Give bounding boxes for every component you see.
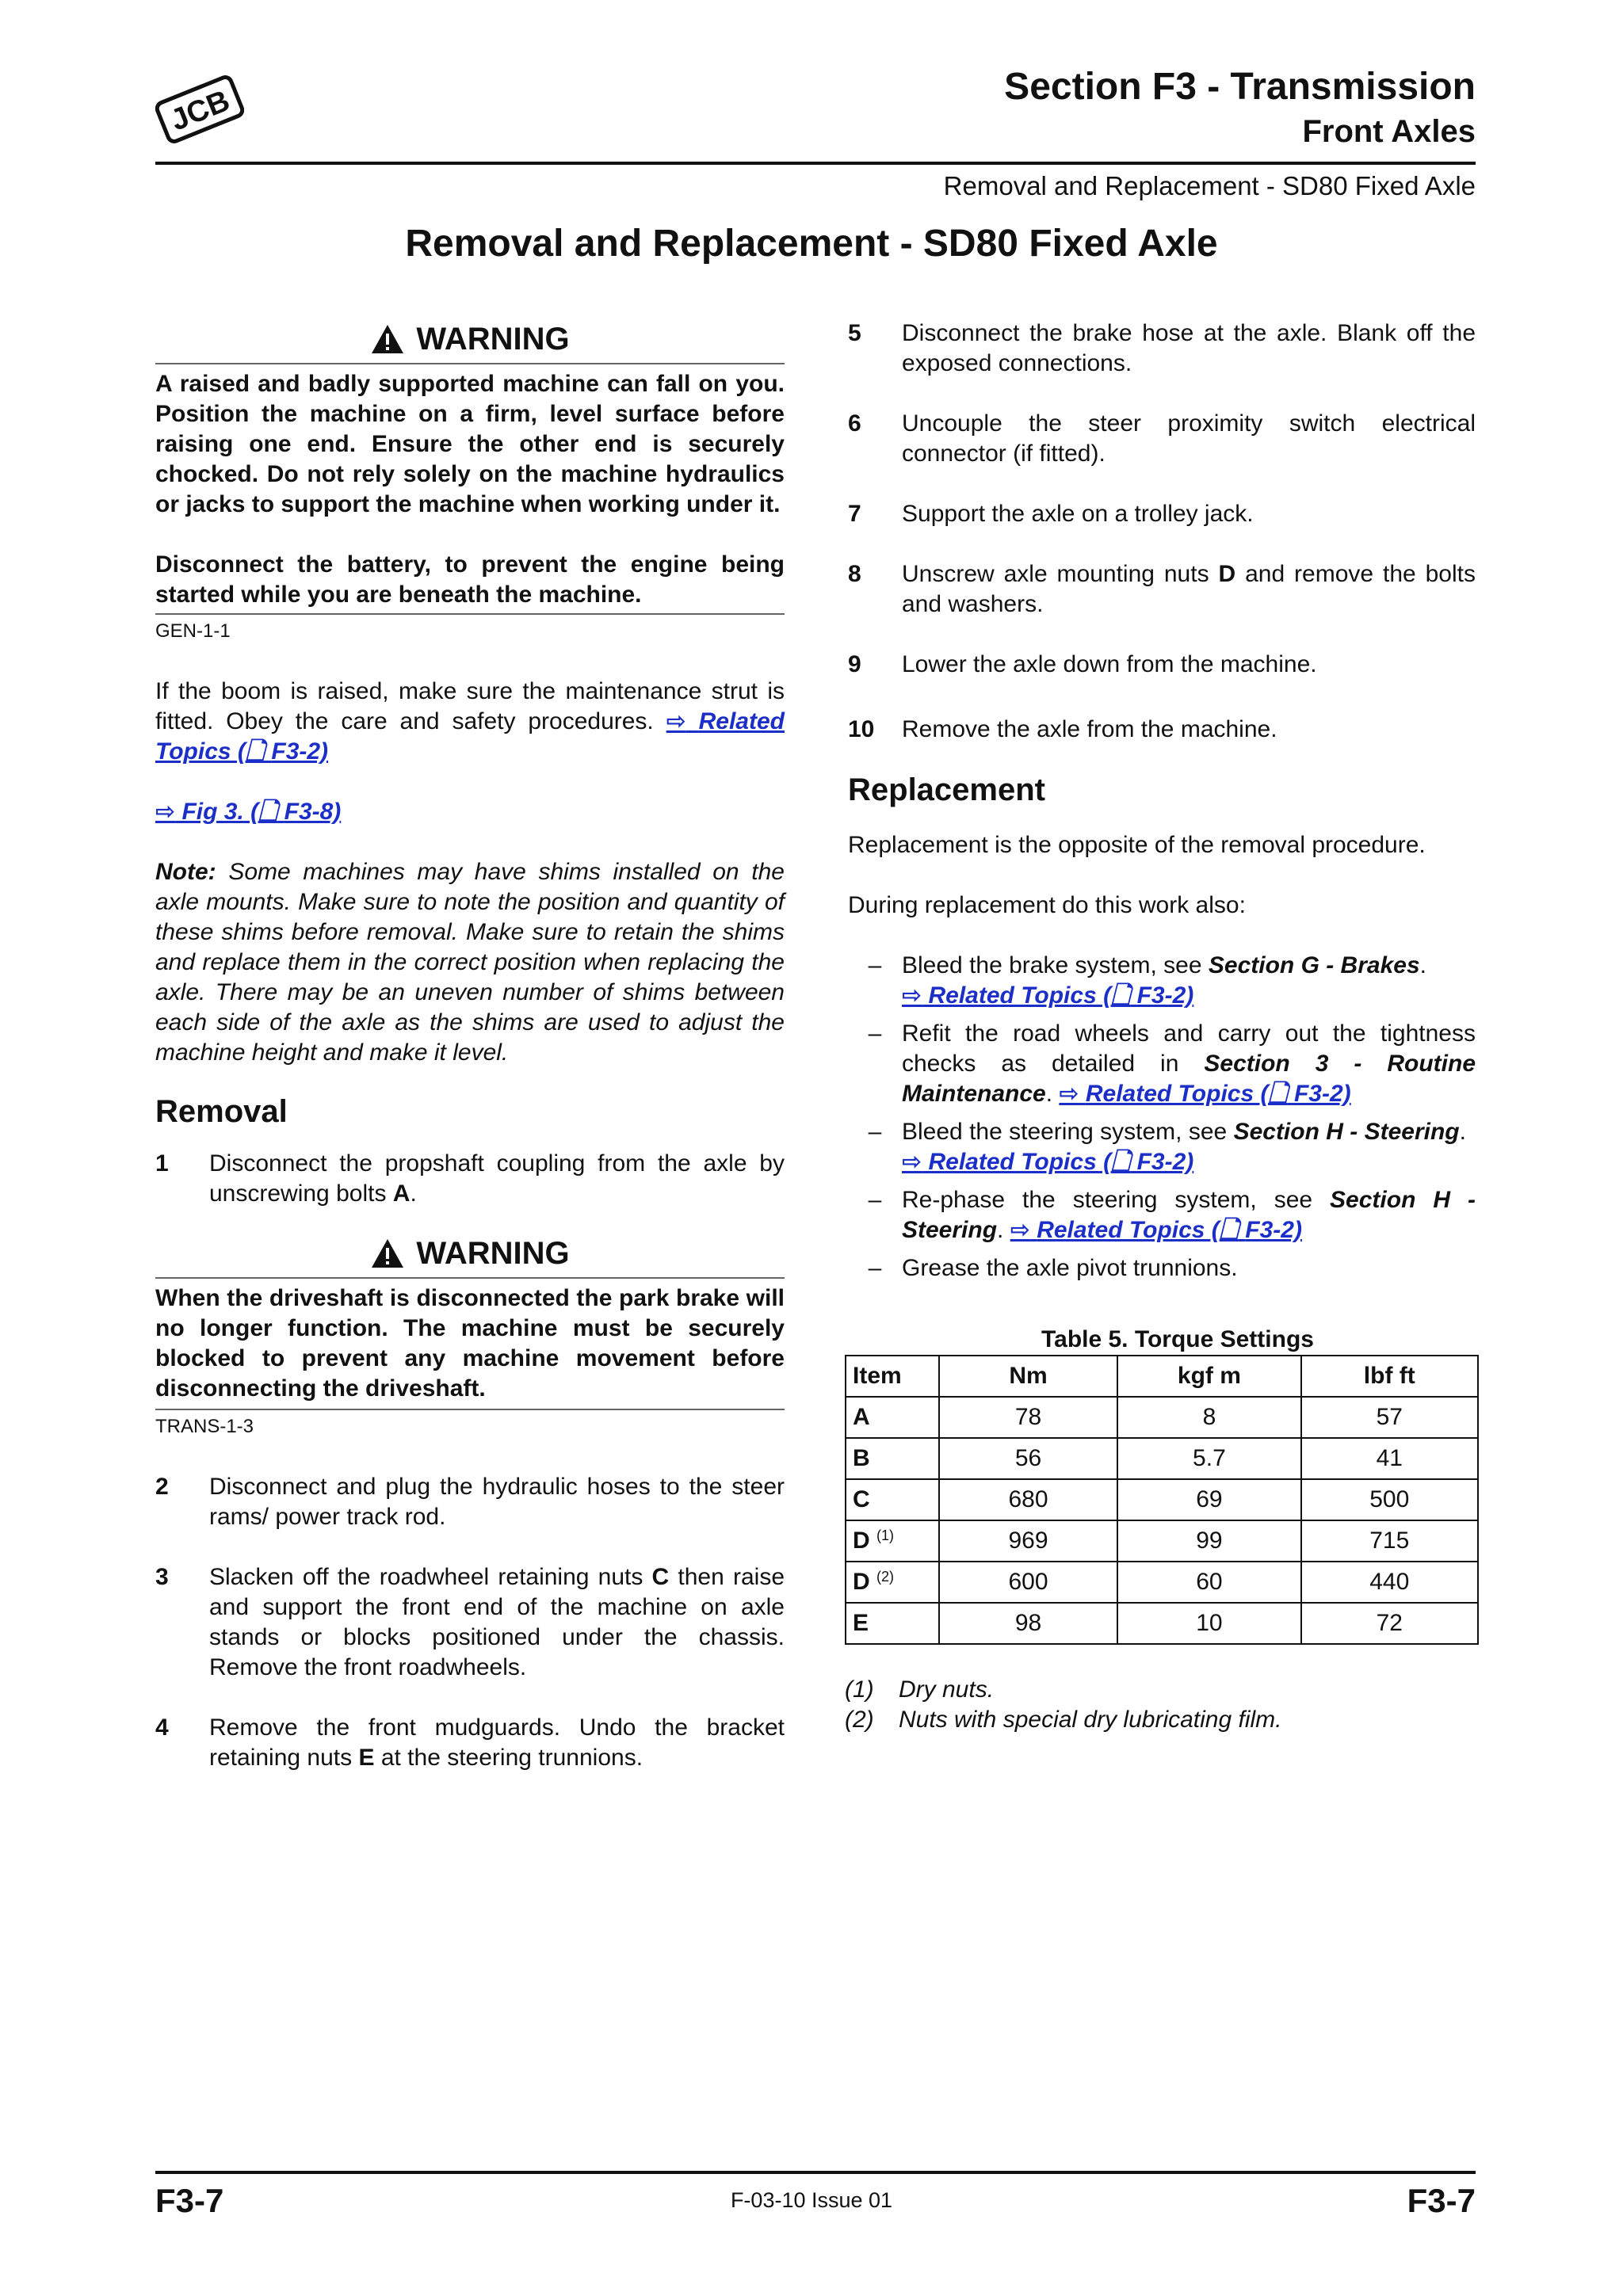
warning-bottom-rule <box>155 1409 785 1410</box>
removal-step-1 <box>155 1149 785 1209</box>
note-paragraph <box>155 857 785 1068</box>
svg-text:JCB: JCB <box>166 84 235 138</box>
table-row: A 78 8 57 <box>846 1397 1478 1438</box>
warning-code: TRANS-1-3 <box>155 1416 254 1437</box>
related-topics-link[interactable]: ⇨ Related Topics (🗋 F3-2) <box>902 1149 1194 1175</box>
subsection-title: Front Axles <box>1302 114 1476 149</box>
related-topics-link[interactable]: ⇨ Related Topics (🗋 F3-2) <box>155 708 785 765</box>
step-number: 7 <box>848 501 861 527</box>
arrow-right-icon: ⇨ <box>902 1149 922 1175</box>
warning-label: WARNING <box>416 322 570 357</box>
step-text: Remove the front mudguards. Undo the bracket retaining nuts E at the steering trunnions. <box>209 1714 785 1771</box>
page-icon: 🗋 <box>1111 982 1131 1009</box>
footer-page-left: F3-7 <box>155 2182 224 2219</box>
right-column <box>848 318 1476 1291</box>
replacement-work-intro: During replacement do this work also: <box>848 892 1246 918</box>
intro-text: If the boom is raised, make sure the maintenance strut is fitted. Obey the care and safety procedures. <box>155 678 785 734</box>
step-text: Remove the axle from the machine. <box>902 716 1277 742</box>
removal-step-10 <box>848 715 1476 745</box>
footer-doc-id: F-03-10 Issue 01 <box>730 2188 893 2212</box>
related-topics-link[interactable]: ⇨ Related Topics (🗋 F3-2) <box>902 982 1194 1009</box>
running-title: Removal and Replacement - SD80 Fixed Axle <box>943 171 1476 200</box>
arrow-right-icon: ⇨ <box>666 708 686 734</box>
step-text: Disconnect the brake hose at the axle. Blank off the exposed connections. <box>902 320 1476 376</box>
column-header: lbf ft <box>1301 1356 1478 1397</box>
torque-table <box>845 1355 1479 1645</box>
arrow-right-icon: ⇨ <box>155 799 176 825</box>
page-icon: 🗋 <box>1268 1081 1288 1107</box>
removal-heading: Removal <box>155 1094 288 1129</box>
left-column <box>155 323 785 1773</box>
warning-text: A raised and badly supported machine can fall on you. Position the machine on a firm, level surface before raising one end. Ensure the other end is securely chocked. Do not rely solely on the machine hydraulics or jacks to support the machine when working under it. <box>155 371 785 517</box>
warning-triangle-icon <box>370 1238 405 1269</box>
warning-triangle-icon <box>370 323 405 355</box>
section-title: Section F3 - Transmission <box>1004 66 1476 108</box>
arrow-right-icon: ⇨ <box>902 982 922 1009</box>
table-header-row <box>846 1356 1478 1397</box>
page-icon: 🗋 <box>1219 1217 1239 1243</box>
step-number: 9 <box>848 651 861 677</box>
removal-step-9 <box>848 650 1476 680</box>
arrow-right-icon: ⇨ <box>1010 1217 1030 1243</box>
removal-step-7 <box>848 499 1476 529</box>
step-number: 8 <box>848 561 861 587</box>
step-number: 3 <box>155 1564 169 1590</box>
removal-step-4 <box>155 1713 785 1773</box>
step-number: 5 <box>848 320 861 346</box>
replacement-bullet-list <box>848 951 1476 1283</box>
step-text: Unscrew axle mounting nuts D and remove the bolts and washers. <box>902 561 1476 617</box>
warning-top-rule <box>155 363 785 364</box>
footnote: (1) Dry nuts. <box>845 1676 995 1703</box>
jcb-logo <box>155 68 244 151</box>
warning-text-battery: Disconnect the battery, to prevent the engine being started while you are beneath the machine. <box>155 551 785 608</box>
footer-page-right: F3-7 <box>1407 2182 1476 2219</box>
arrow-right-icon: ⇨ <box>1059 1081 1079 1107</box>
note-text: Some machines may have shims installed on the axle mounts. Make sure to note the position and quantity of these shims before removal. Make sure to retain the shims and replace them in the correct position when replacing the axle. There may be an uneven number of shims between each side of the axle as the shims are used to adjust the machine height and make it level. <box>155 859 785 1066</box>
step-number: 6 <box>848 410 861 437</box>
table-row: C 680 69 500 <box>846 1479 1478 1520</box>
warning-heading <box>155 323 785 355</box>
column-header: Item <box>846 1356 939 1397</box>
removal-step-8 <box>848 559 1476 620</box>
fig-3-link[interactable]: ⇨ Fig 3. (🗋 F3-8) <box>155 799 342 825</box>
step-number: 1 <box>155 1150 169 1177</box>
warning-code: GEN-1-1 <box>155 620 231 642</box>
related-topics-link[interactable]: ⇨ Related Topics (🗋 F3-2) <box>1010 1217 1302 1243</box>
footer-rule <box>155 2171 1476 2174</box>
table-footnotes <box>845 1675 1479 1735</box>
table-caption: Table 5. Torque Settings <box>1041 1326 1314 1352</box>
warning-bottom-rule <box>155 613 785 615</box>
step-text: Disconnect and plug the hydraulic hoses to the steer rams/ power track rod. <box>209 1474 785 1530</box>
step-text: Disconnect the propshaft coupling from the axle by unscrewing bolts A. <box>209 1150 785 1207</box>
warning-label: WARNING <box>416 1236 570 1271</box>
replacement-intro: Replacement is the opposite of the removal procedure. <box>848 832 1426 858</box>
note-label: Note: <box>155 859 216 885</box>
table-row: B 56 5.7 41 <box>846 1438 1478 1479</box>
table-row: D $^{(2)}$ 600 60 440 <box>846 1562 1478 1603</box>
column-header: kgf m <box>1117 1356 1300 1397</box>
related-topics-link[interactable]: ⇨ Related Topics (🗋 F3-2) <box>1059 1081 1351 1107</box>
replacement-heading: Replacement <box>848 772 1045 807</box>
removal-step-2 <box>155 1472 785 1532</box>
warning-heading-driveshaft <box>155 1238 785 1269</box>
list-item: – Bleed the brake system, see Section G - Brakes. ⇨ Related Topics (🗋 F3-2) <box>868 952 1426 1009</box>
removal-step-5 <box>848 318 1476 379</box>
step-number: 10 <box>848 716 875 742</box>
list-item: – Bleed the steering system, see Section H - Steering. ⇨ Related Topics (🗋 F3-2) <box>868 1119 1466 1175</box>
step-text: Uncouple the steer proximity switch electrical connector (if fitted). <box>902 410 1476 467</box>
warning-top-rule <box>155 1277 785 1279</box>
figure-reference <box>155 797 785 827</box>
warning-text-driveshaft: When the driveshaft is disconnected the park brake will no longer function. The machine must be securely blocked to prevent any machine movement before disconnecting the driveshaft. <box>155 1285 785 1402</box>
torque-table-block <box>845 1326 1479 1735</box>
header-rule <box>155 162 1476 165</box>
removal-step-6 <box>848 409 1476 469</box>
step-text: Slacken off the roadwheel retaining nuts C then raise and support the front end of the machine on axle stands or blocks positioned under the chassis. Remove the front roadwheels. <box>209 1564 785 1680</box>
list-item: – Re-phase the steering system, see Section H - Steering. ⇨ Related Topics (🗋 F3-2) <box>868 1187 1476 1243</box>
table-row: D $^{(1)}$ 969 99 715 <box>846 1520 1478 1562</box>
list-item: – Grease the axle pivot trunnions. <box>868 1255 1238 1281</box>
step-text: Lower the axle down from the machine. <box>902 651 1317 677</box>
column-header: Nm <box>939 1356 1117 1397</box>
page-title: Removal and Replacement - SD80 Fixed Axle <box>405 223 1218 265</box>
step-number: 2 <box>155 1474 169 1500</box>
page-icon: 🗋 <box>258 799 278 825</box>
list-item: – Refit the road wheels and carry out the tightness checks as detailed in Section 3 - Routine Maintenance. ⇨ Related Topics (🗋 F3-2) <box>868 1020 1476 1107</box>
page-icon: 🗋 <box>245 738 265 765</box>
step-number: 4 <box>155 1714 169 1741</box>
page-icon: 🗋 <box>1111 1149 1131 1175</box>
intro-paragraph <box>155 677 785 767</box>
removal-step-3 <box>155 1562 785 1683</box>
step-text: Support the axle on a trolley jack. <box>902 501 1254 527</box>
table-row: E 98 10 72 <box>846 1603 1478 1644</box>
footnote: (2) Nuts with special dry lubricating film. <box>845 1707 1282 1733</box>
